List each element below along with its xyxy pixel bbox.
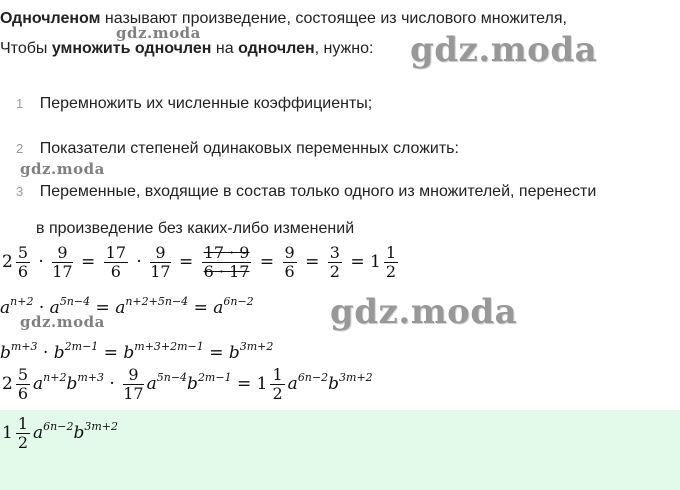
variable: a <box>213 298 224 318</box>
variable: a <box>33 374 44 394</box>
denominator: 6 <box>110 262 121 281</box>
rule-bold-1: умножить одночлен <box>51 40 212 57</box>
numerator: 17 · 9 <box>203 243 250 262</box>
mixed-whole: 1 <box>256 374 268 394</box>
numerator: 17 <box>105 243 127 262</box>
definition-line <box>0 9 567 29</box>
equals-sign: = <box>350 252 365 272</box>
mixed-whole: 2 <box>2 374 13 394</box>
fraction <box>384 244 398 281</box>
term-monomial: Одночленом <box>0 10 101 27</box>
fraction <box>104 244 128 281</box>
rule-bold-2: одночлен <box>238 40 315 57</box>
denominator: 2 <box>329 262 340 281</box>
variable: b <box>187 374 198 394</box>
numerator: 9 <box>150 244 170 263</box>
fraction <box>16 366 30 403</box>
mixed-whole: 1 <box>370 252 381 272</box>
mixed-whole: 2 <box>2 252 13 272</box>
denominator: 17 <box>52 262 73 281</box>
variable: b <box>328 374 340 394</box>
denominator: 6 <box>284 262 295 281</box>
list-item-number: 2 <box>16 141 24 156</box>
denominator: 6 <box>17 262 29 281</box>
exponent: m+3 <box>10 340 38 353</box>
variable: a <box>146 374 157 394</box>
fraction <box>150 244 170 281</box>
mixed-whole: 1 <box>2 423 13 443</box>
equals-sign: = <box>259 252 275 272</box>
times-sign: · <box>38 252 44 272</box>
denominator: 2 <box>385 262 397 281</box>
equals-sign: = <box>103 343 118 363</box>
rule-text-mid: на <box>211 40 239 57</box>
rule-text-end: , нужно: <box>314 40 374 57</box>
numerator: 3 <box>329 243 340 262</box>
exponent: 6n−2 <box>223 295 254 308</box>
exponent: 6n−2 <box>297 371 329 384</box>
exponent: 5n−4 <box>156 371 188 384</box>
numerator: 5 <box>17 243 29 262</box>
fraction <box>283 244 297 281</box>
denominator: 17 <box>123 384 144 403</box>
watermark-small-3: gdz.moda <box>20 313 105 331</box>
fraction <box>328 244 342 281</box>
variable: b <box>53 343 65 363</box>
variable: a <box>0 298 11 318</box>
variable: b <box>123 343 135 363</box>
list-item <box>16 95 372 113</box>
equals-sign: = <box>305 252 320 272</box>
list-item-number: 3 <box>16 184 24 199</box>
list-item <box>16 140 459 158</box>
variable: b <box>0 343 11 363</box>
equals-sign: = <box>209 343 224 363</box>
exponent: 6n−2 <box>43 420 74 433</box>
watermark-small-1: gdz.moda <box>116 24 201 42</box>
exponent: n+2 <box>10 295 34 308</box>
times-sign: · <box>136 252 142 272</box>
numerator: 1 <box>385 243 397 262</box>
exponent: m+3 <box>77 371 105 384</box>
exponent: n+2 <box>43 371 67 384</box>
equation-coefficients <box>2 244 401 281</box>
denominator: 6 · 17 <box>203 262 250 281</box>
list-item-text: Перемножить их численные коэффициенты; <box>39 95 373 112</box>
equation-powers-b: $b^{m+3} \cdot b^{2m-1} = b^{m+3+2m-1} = b^{3m+2}$ <box>0 340 274 363</box>
fraction <box>123 366 143 403</box>
exponent: m+3+2m−1 <box>134 340 204 353</box>
exponent: 2m−1 <box>197 371 232 384</box>
variable: a <box>33 423 44 443</box>
fraction <box>16 244 30 281</box>
watermark-big-1: gdz.moda <box>410 30 598 70</box>
equation-full-product <box>2 366 373 403</box>
denominator: 2 <box>272 384 283 403</box>
list-item-text-continued: в произведение без каких-либо изменений <box>36 220 355 237</box>
numerator: 9 <box>284 243 295 262</box>
times-sign: · <box>109 374 115 394</box>
variable: b <box>73 423 85 443</box>
definition-text: называют произведение, состоящее из числового множителя, <box>100 10 567 27</box>
exponent: 3m+2 <box>239 340 274 353</box>
list-item-text: Показатели степеней одинаковых переменных сложить: <box>39 140 459 157</box>
fraction <box>270 366 284 403</box>
final-answer <box>2 415 118 452</box>
rule-line <box>0 39 373 59</box>
equals-sign: = <box>193 298 208 318</box>
variable: b <box>66 374 78 394</box>
denominator: 17 <box>150 262 171 281</box>
watermark-big-2: gdz.moda <box>330 292 518 332</box>
rule-text-start: Чтобы <box>0 40 52 57</box>
fraction-cancelled <box>202 244 252 281</box>
equation-powers-a: $a^{n+2} \cdot a^{5n-4} = a^{n+2+5n-4} = a^{6n-2}$ <box>0 295 254 318</box>
equals-sign: = <box>95 298 110 318</box>
fraction <box>52 244 72 281</box>
variable: a <box>49 298 60 318</box>
equals-sign: = <box>237 374 252 394</box>
equals-sign: = <box>81 252 96 272</box>
list-item-number: 1 <box>16 96 24 111</box>
equals-sign: = <box>179 252 194 272</box>
numerator: 1 <box>17 414 29 433</box>
fraction <box>16 415 30 452</box>
variable: a <box>115 298 126 318</box>
exponent: 5n−4 <box>59 295 91 308</box>
numerator: 5 <box>17 365 29 384</box>
exponent: 3m+2 <box>84 420 119 433</box>
list-item-text: Переменные, входящие в состав только одного из множителей, перенести <box>39 183 597 200</box>
variable: a <box>287 374 298 394</box>
exponent: 3m+2 <box>339 371 373 384</box>
watermark-small-2: gdz.moda <box>20 160 105 178</box>
list-item <box>16 183 596 201</box>
denominator: 6 <box>17 384 29 403</box>
exponent: 2m−1 <box>64 340 99 353</box>
exponent: n+2+5n−4 <box>125 295 189 308</box>
numerator: 9 <box>123 366 143 385</box>
numerator: 1 <box>272 365 283 384</box>
denominator: 2 <box>17 433 29 452</box>
variable: b <box>228 343 240 363</box>
numerator: 9 <box>52 244 72 263</box>
